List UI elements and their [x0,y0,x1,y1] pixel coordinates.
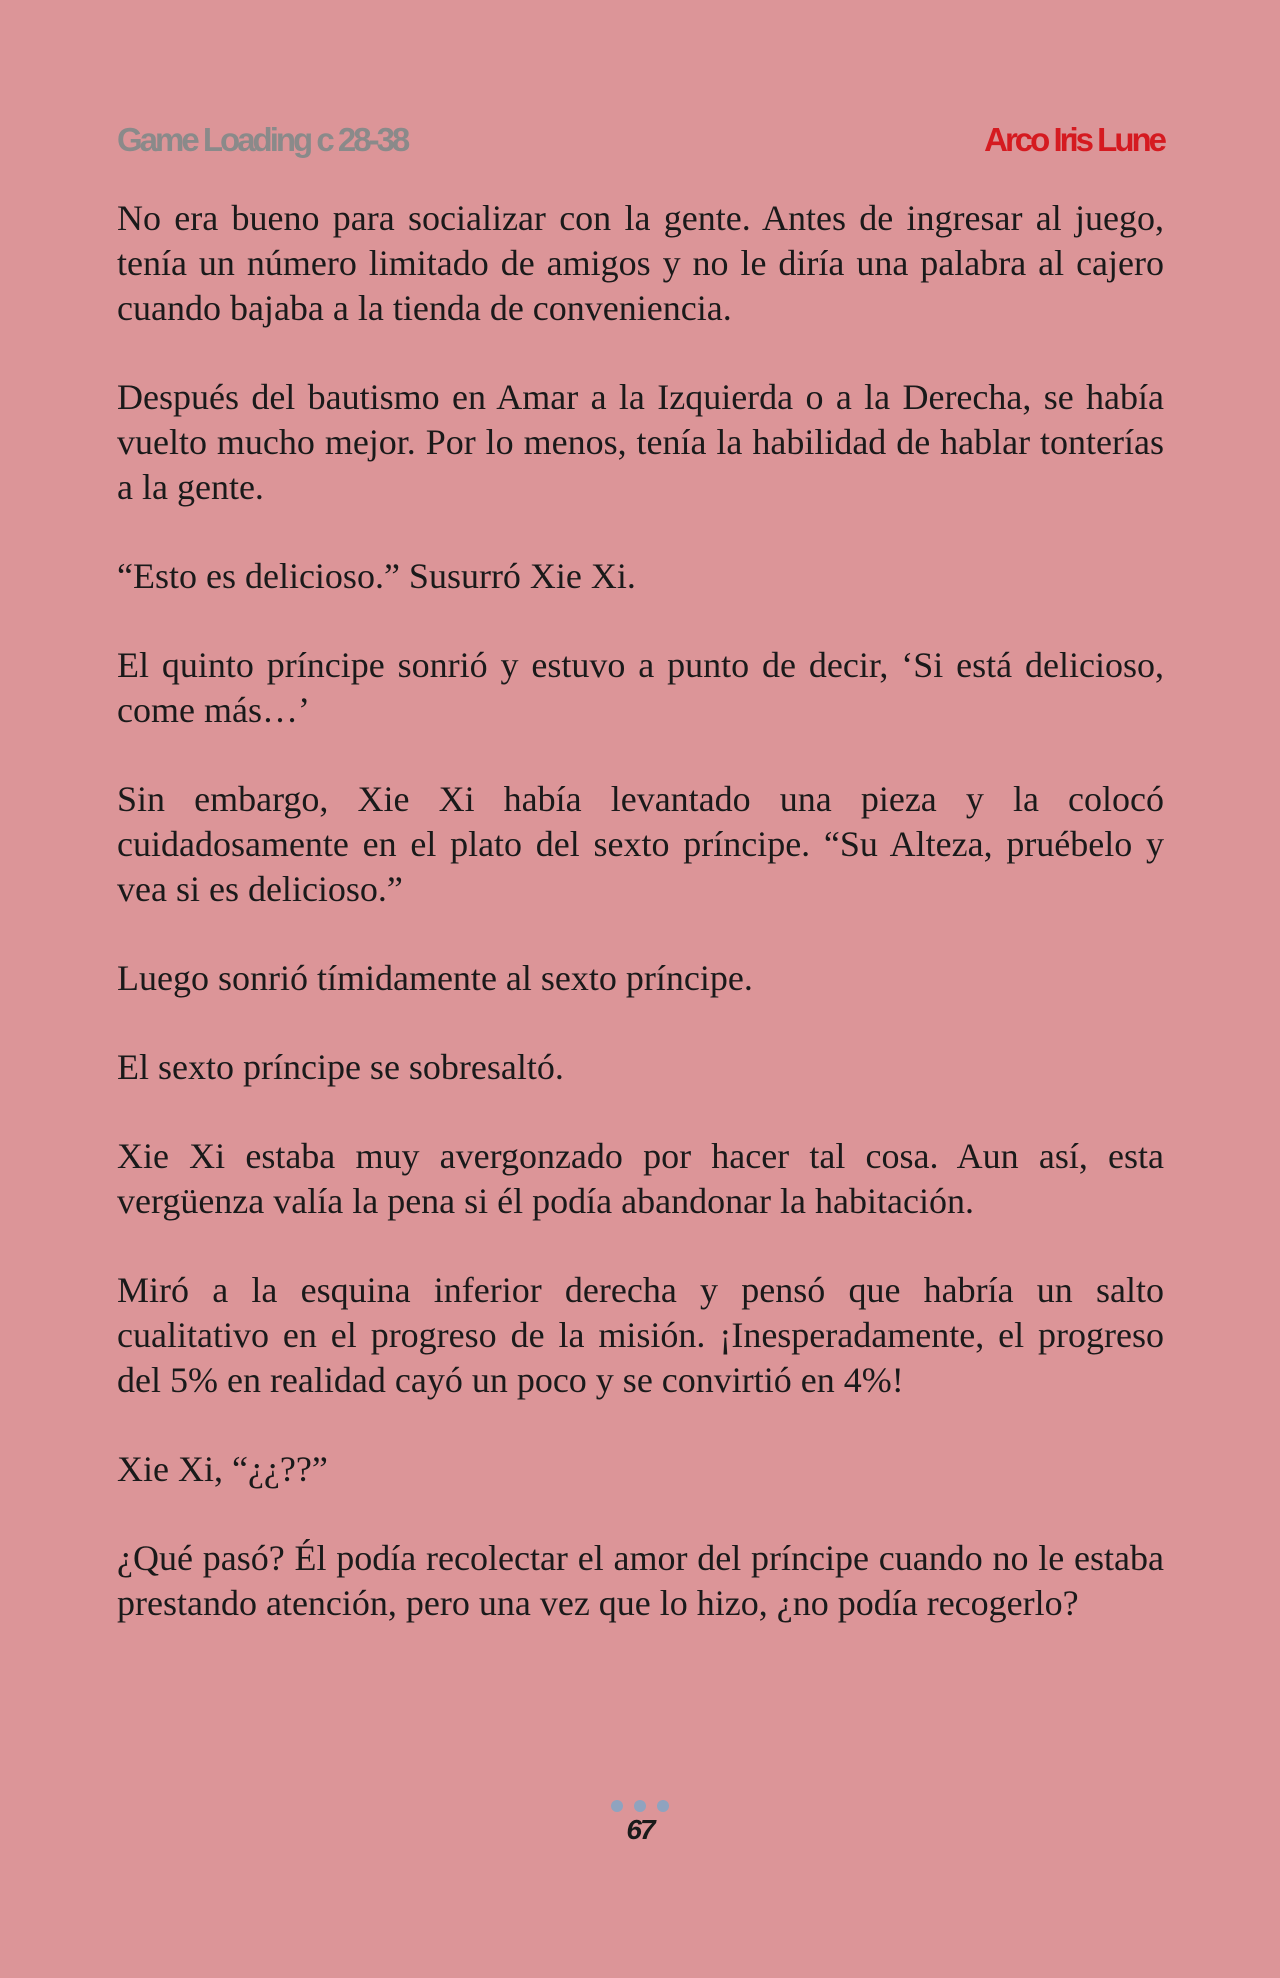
page-footer [0,1800,1280,1846]
paragraph: No era bueno para socializar con la gente. Antes de ingresar al juego, tenía un número limitado de amigos y no le diría una palabra al cajero cuando bajaba a la tienda de conveniencia. [117,198,1164,328]
paragraph: ¿Qué pasó? Él podía recolectar el amor del príncipe cuando no le estaba prestando atención, pero una vez que lo hizo, ¿no podía recogerlo? [117,1538,1164,1623]
paragraph: Miró a la esquina inferior derecha y pensó que habría un salto cualitativo en el progreso de la misión. ¡Inesperadamente, el progreso del 5% en realidad cayó un poco y se convirtió en 4%! [117,1270,1164,1400]
paragraph: El quinto príncipe sonrió y estuvo a punto de decir, ‘Si está delicioso, come más…’ [117,645,1164,730]
page-body [117,196,1164,1670]
decorative-dots-icon [0,1800,1280,1812]
paragraph: Sin embargo, Xie Xi había levantado una pieza y la colocó cuidadosamente en el plato del sexto príncipe. “Su Alteza, pruébelo y vea si es delicioso.” [117,779,1164,909]
paragraph: Después del bautismo en Amar a la Izquierda o a la Derecha, se había vuelto mucho mejor. Por lo menos, tenía la habilidad de hablar tonterías a la gente. [117,377,1164,507]
translator-name: Arco Iris Lune [984,121,1164,158]
book-title: Game Loading c 28-38 [117,121,408,158]
paragraph: Luego sonrió tímidamente al sexto príncipe. [117,958,753,998]
paragraph: Xie Xi estaba muy avergonzado por hacer tal cosa. Aun así, esta vergüenza valía la pena si él podía abandonar la habitación. [117,1136,1164,1221]
page-header [117,118,1164,162]
paragraph: “Esto es delicioso.” Susurró Xie Xi. [117,556,636,596]
dot-icon [611,1800,623,1812]
page-number: 67 [626,1814,654,1845]
paragraph: Xie Xi, “¿¿??” [117,1449,328,1489]
paragraph: El sexto príncipe se sobresaltó. [117,1047,564,1087]
dot-icon [657,1800,669,1812]
dot-icon [634,1800,646,1812]
